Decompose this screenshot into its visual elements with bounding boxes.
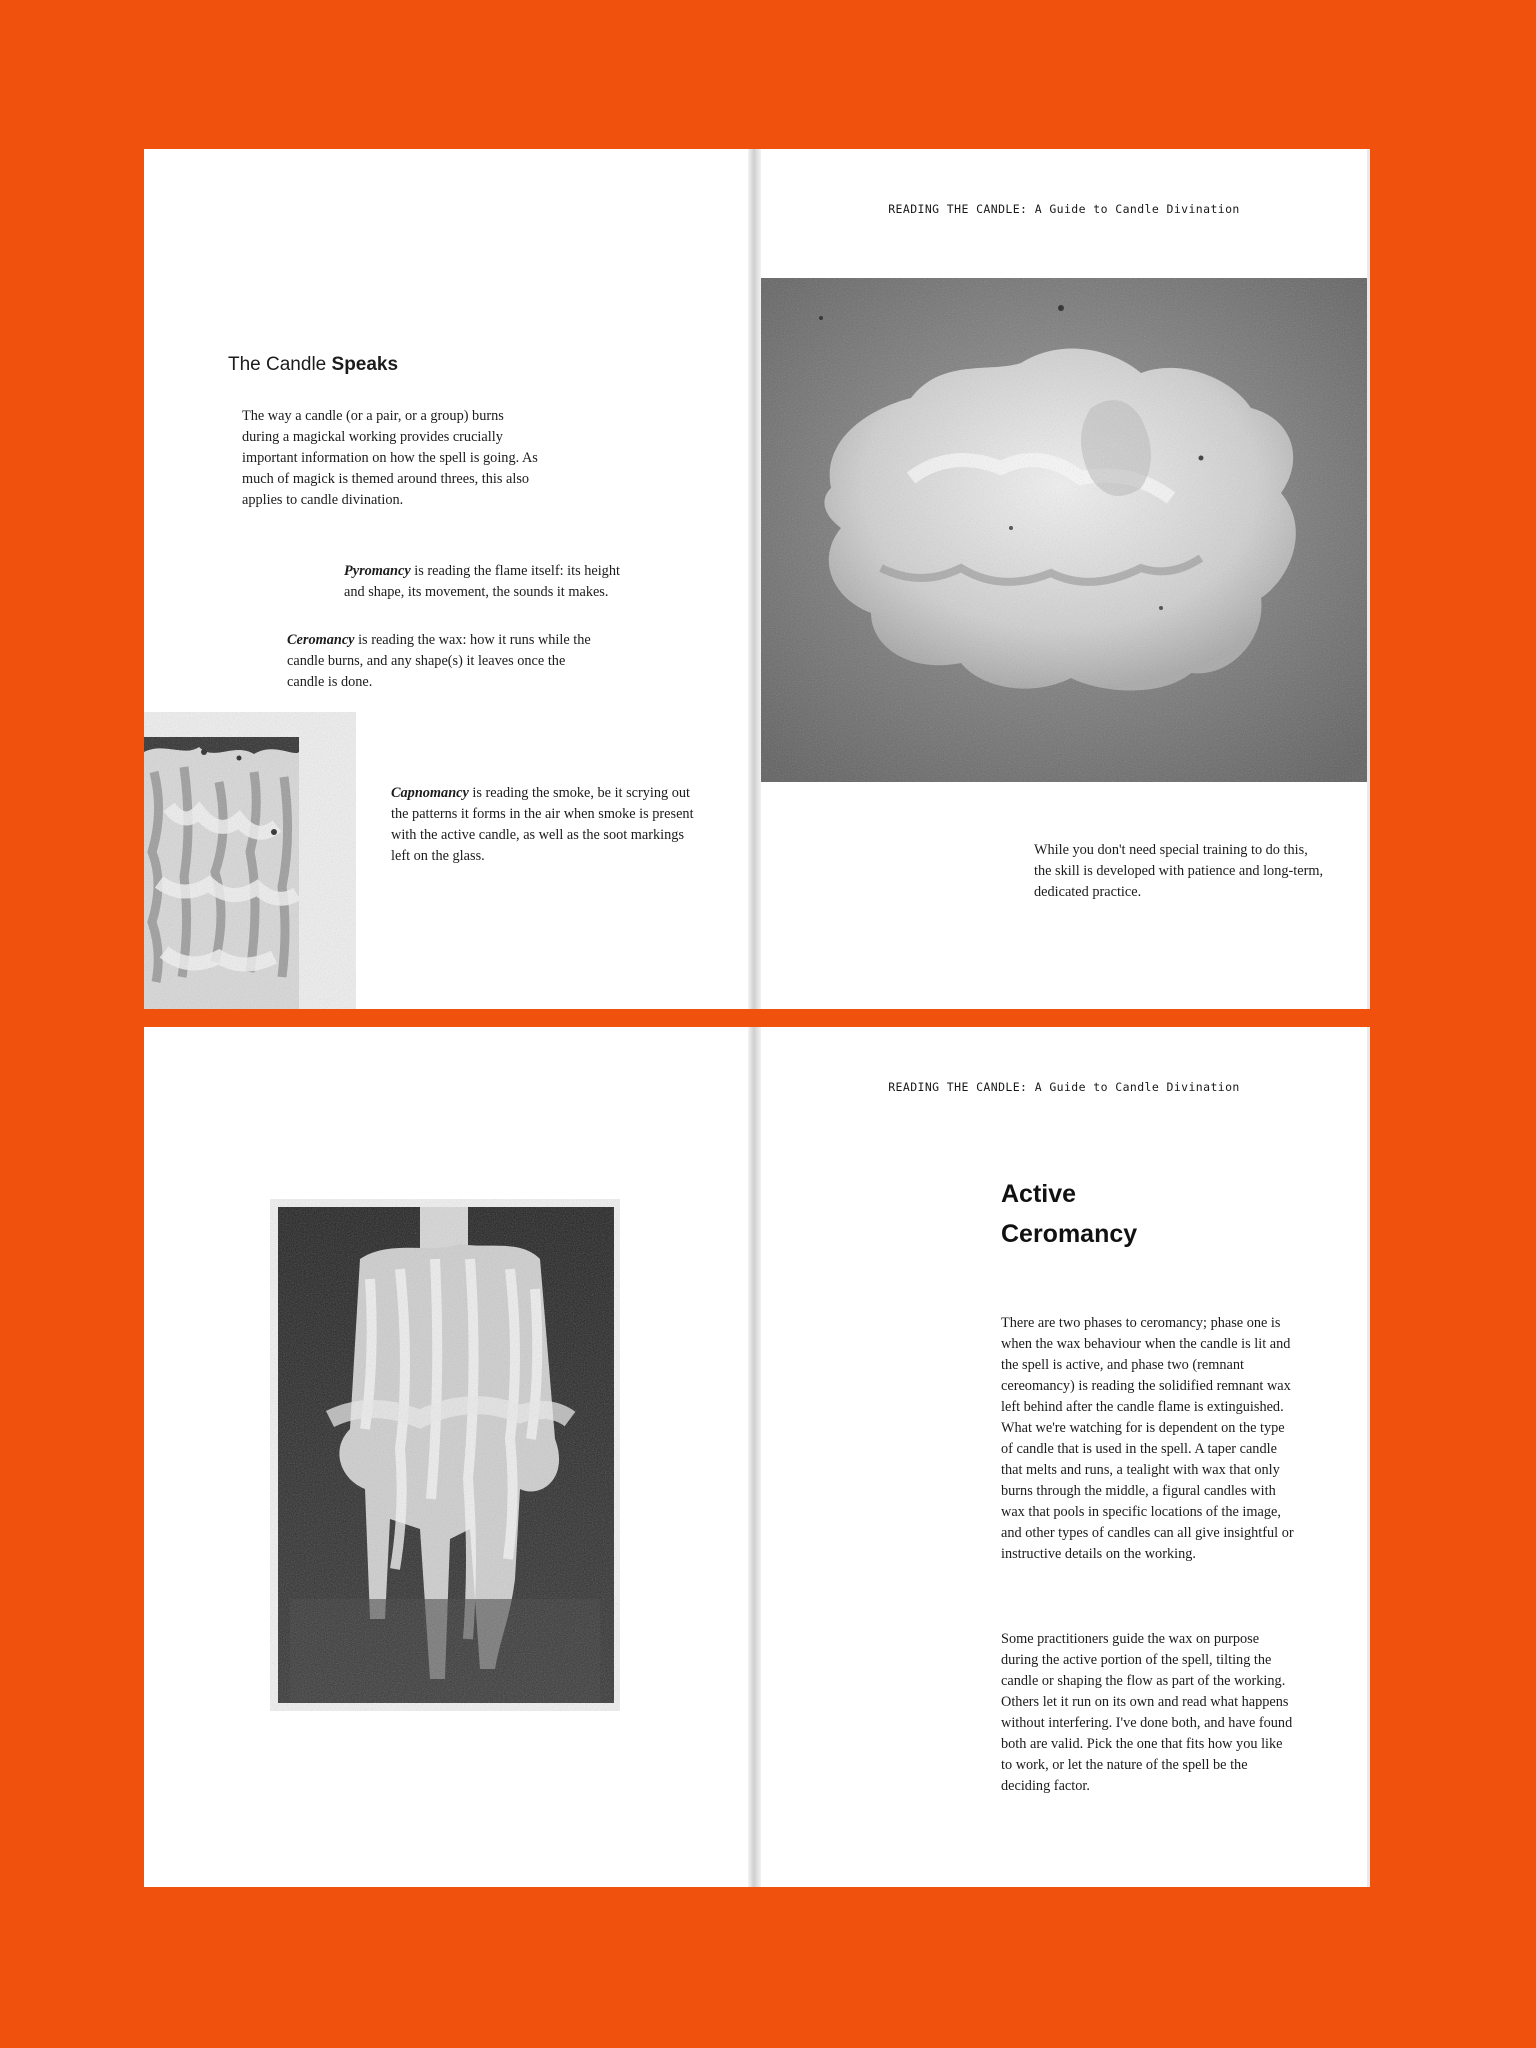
capnomancy-term: Capnomancy <box>391 785 469 801</box>
page-1-left <box>144 149 748 1009</box>
page-1-right <box>761 149 1367 1009</box>
title-line-1: Active <box>1001 1180 1077 1208</box>
ceromancy-text: is reading the wax: how it runs while the candle burns, and any shape(s) it leaves once the candle is done. <box>287 632 591 690</box>
page-2-left <box>144 1027 748 1887</box>
capnomancy-paragraph <box>391 783 701 867</box>
spread-1 <box>144 149 1370 1009</box>
spread-2 <box>144 1027 1370 1887</box>
capnomancy-text: is reading the smoke, be it scrying out the patterns it forms in the air when smoke is present with the active candle, as well as the soot markings left on the glass. <box>391 785 694 864</box>
title-line-2: Ceromancy <box>1001 1220 1138 1248</box>
page-2-right <box>761 1027 1367 1887</box>
ceromancy-paragraph-1: There are two phases to ceromancy; phase one is when the wax behaviour when the candle is lit and the spell is active, and phase two (remnant cereomancy) is reading the solidified remnant wax left behind after the candle flame is extinguished. What we're watching for is dependent on the type of candle that is used in the spell. A taper candle that melts and runs, a tealight with wax that only burns through the middle, a figural candles with wax that pools in specific locations of the image, and other types of candles can all give insightful or instructive details on the working. <box>1001 1315 1294 1562</box>
ceromancy-paragraph-2: Some practitioners guide the wax on purpose during the active portion of the spell, tilting the candle or shaping the flow as part of the working. Others let it run on its own and read what happens without interfering. I've done both, and have found both are valid. Pick the one that fits how you like to work, or let the nature of the spell be the deciding factor. <box>1001 1631 1293 1794</box>
section-title-candle-speaks <box>228 354 398 376</box>
ceromancy-term: Ceromancy <box>287 632 355 648</box>
running-head: READING THE CANDLE: A Guide to Candle Divination <box>888 1080 1240 1094</box>
title-bold: Speaks <box>331 354 399 375</box>
spine-gutter-1 <box>748 149 761 1009</box>
section-title-active-ceromancy <box>1001 1174 1137 1254</box>
pyromancy-term: Pyromancy <box>344 563 411 579</box>
dripping-wax-photo-small <box>144 712 356 1009</box>
ceromancy-paragraph <box>287 630 592 693</box>
taper-candle-drips-photo <box>270 1199 620 1711</box>
practice-caption: While you don't need special training to do this, the skill is developed with patience and long-term, dedicated practice. <box>1034 842 1324 900</box>
intro-paragraph: The way a candle (or a pair, or a group) burns during a magickal working provides crucially important information on how the spell is going. As much of magick is themed around threes, this also applies to candle divination. <box>242 408 538 508</box>
melted-wax-photo <box>761 278 1367 782</box>
running-head: READING THE CANDLE: A Guide to Candle Divination <box>888 202 1240 216</box>
pyromancy-paragraph <box>344 561 644 603</box>
title-light: The Candle <box>228 354 327 375</box>
pyromancy-text: is reading the flame itself: its height and shape, its movement, the sounds it makes. <box>344 563 620 600</box>
spine-gutter-2 <box>748 1027 761 1887</box>
